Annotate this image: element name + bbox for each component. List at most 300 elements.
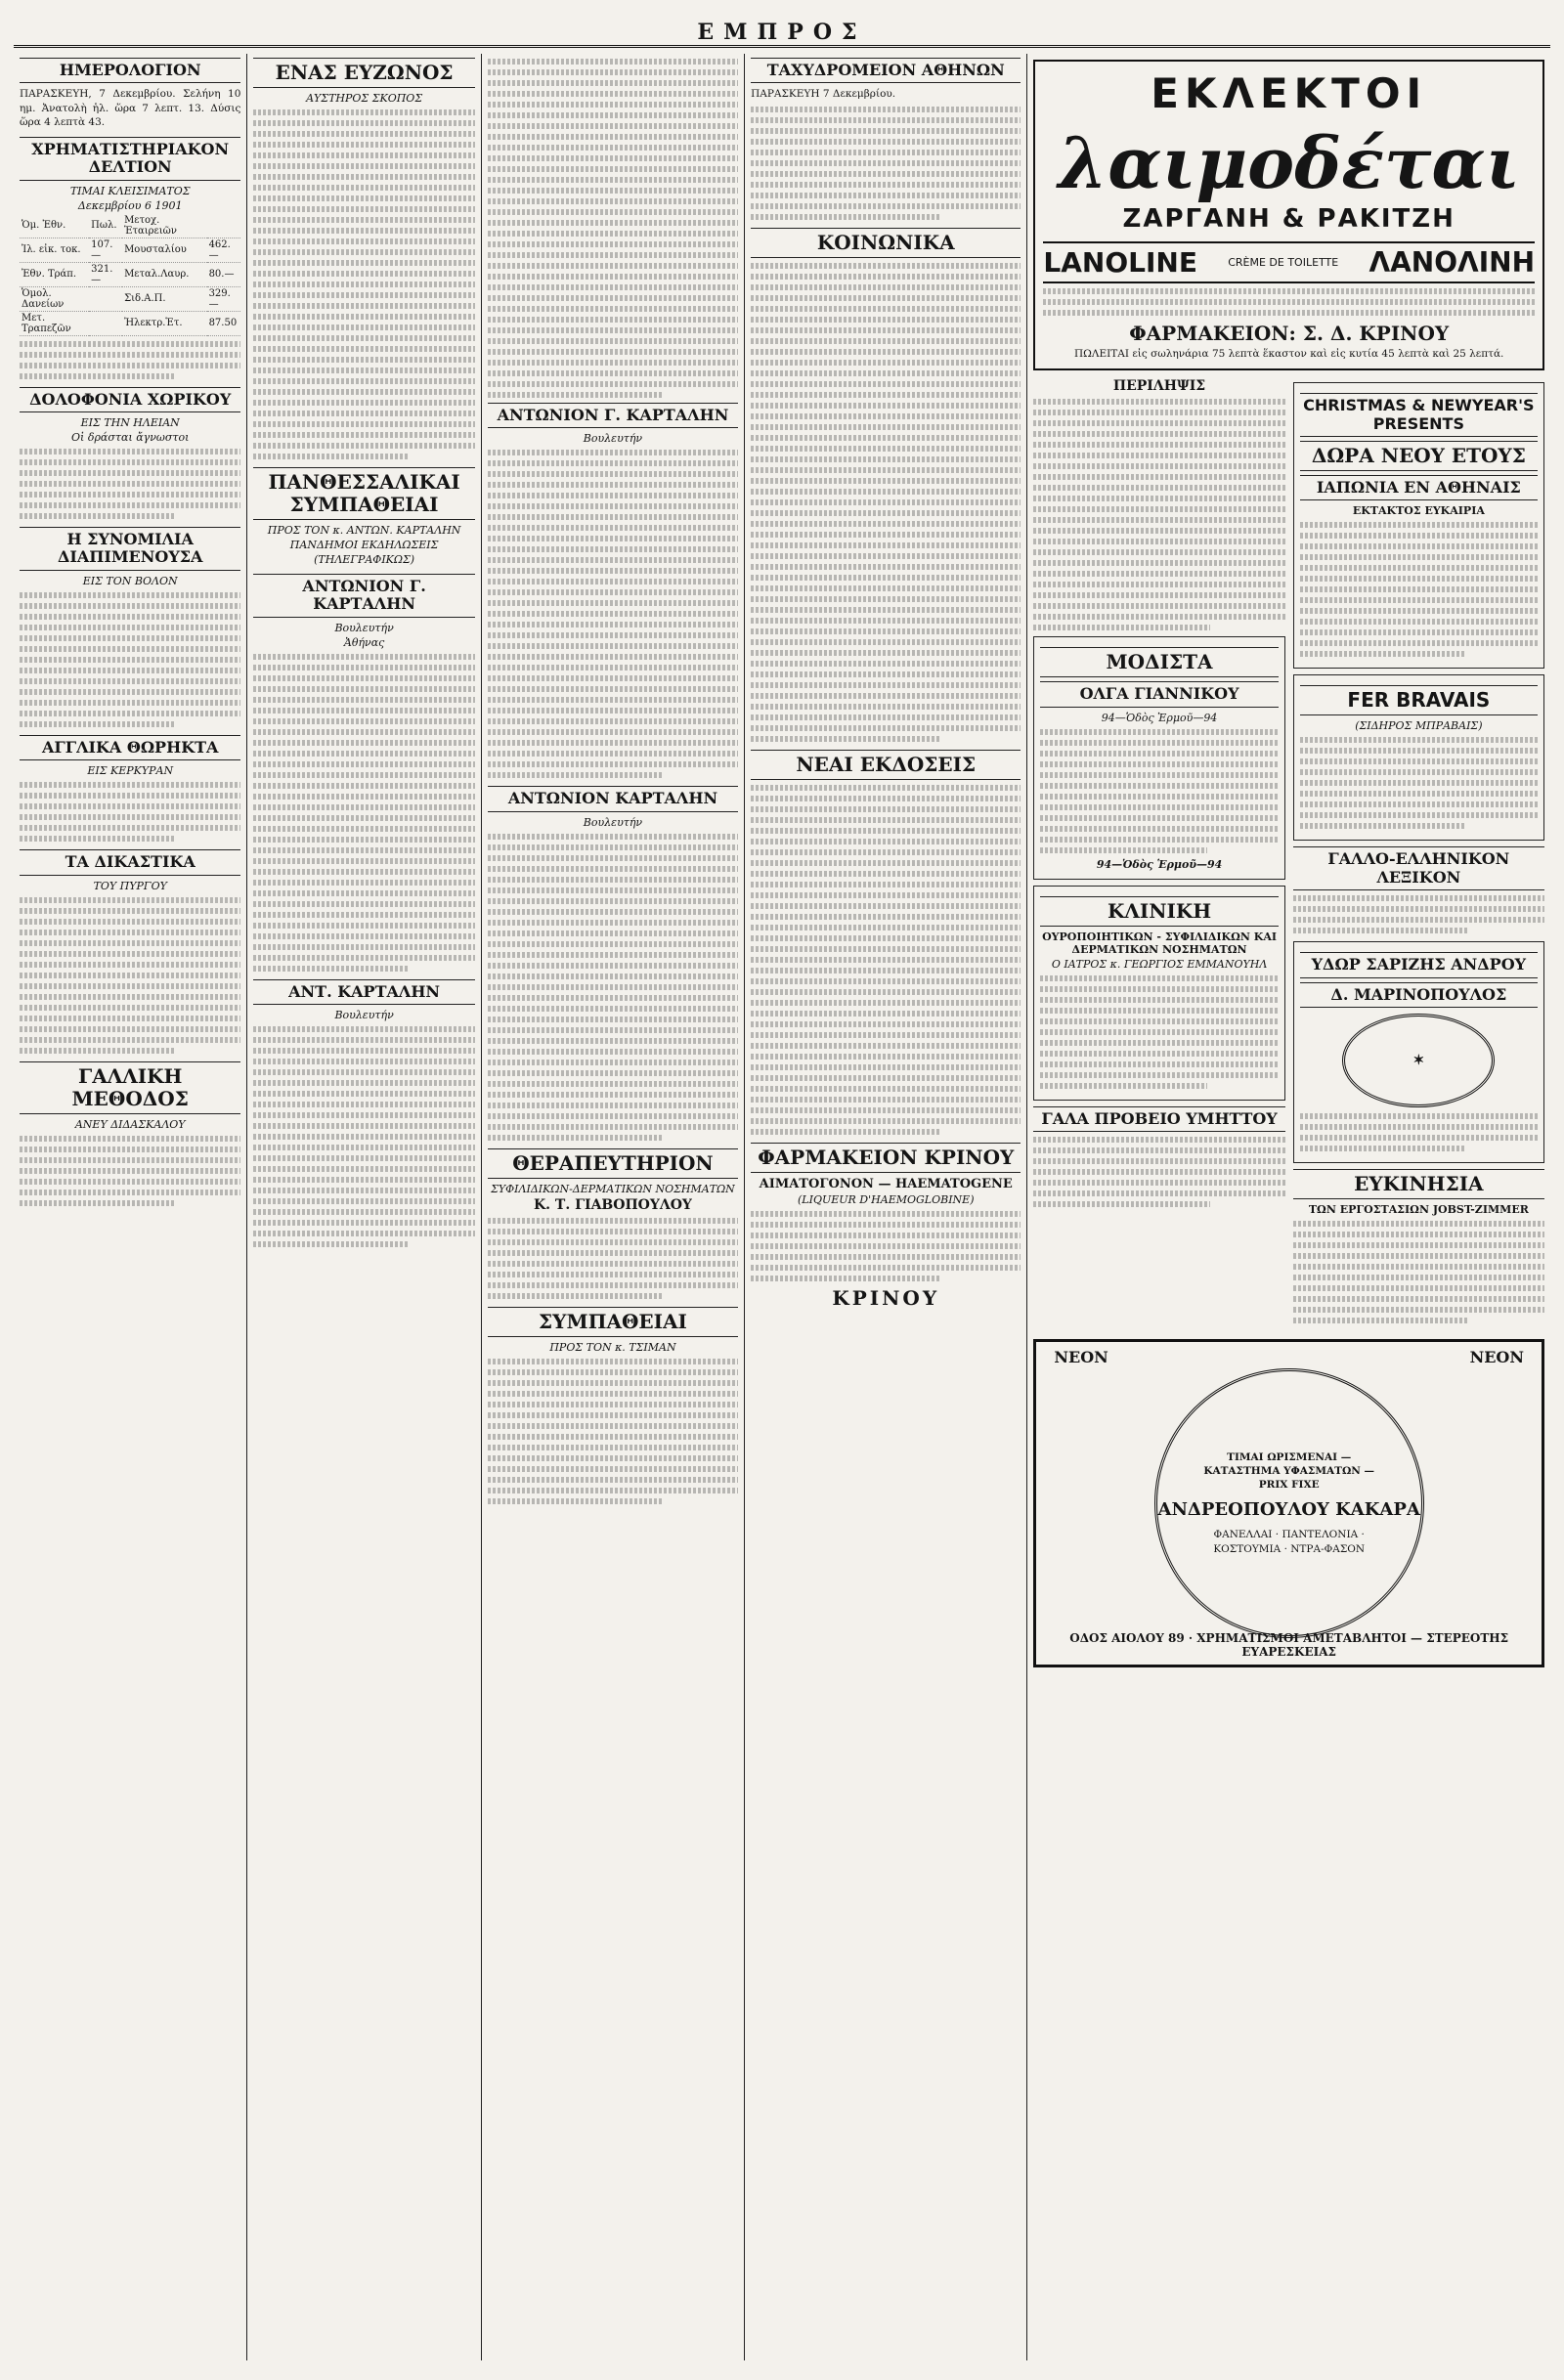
text-line	[488, 263, 738, 269]
text-line	[20, 711, 240, 716]
text-line	[488, 611, 738, 617]
text-line	[751, 435, 1021, 441]
text-line	[751, 1086, 1021, 1092]
text-line	[1043, 310, 1535, 316]
text-line	[1033, 1147, 1284, 1153]
text-line	[20, 803, 240, 809]
article-title: ΑΝΤΩΝΙΟΝ Γ. ΚΑΡΤΑΛΗΝ	[253, 574, 474, 618]
ad-title: ΜΟΔΙΣΤΑ	[1040, 647, 1278, 677]
text-line	[1033, 1137, 1284, 1143]
article-subtitle: ΕΙΣ ΚΕΡΚΥΡΑΝ	[87, 764, 174, 778]
ad-neckties	[1033, 60, 1544, 370]
text-line	[751, 150, 1021, 155]
text-line	[751, 914, 1021, 920]
text-line	[1033, 485, 1284, 491]
ad-subtitle: ΑΙΜΑΤΟΓΟΝΟΝ — HAEMATOGENE	[759, 1176, 1013, 1191]
new-editions-section	[751, 750, 1021, 1135]
text-line	[1293, 1242, 1544, 1248]
text-line	[488, 1498, 663, 1504]
text-line	[1033, 539, 1284, 544]
text-line	[1040, 729, 1278, 735]
text-line	[751, 946, 1021, 952]
text-line	[1033, 410, 1284, 415]
text-line	[1040, 1040, 1278, 1046]
text-line	[1293, 1285, 1544, 1291]
text-line	[751, 499, 1021, 505]
text-line	[488, 1070, 738, 1076]
text-line	[488, 855, 738, 861]
text-line	[253, 718, 474, 724]
text-line	[20, 492, 240, 498]
text-line	[1043, 299, 1535, 305]
text-line	[488, 338, 738, 344]
text-line	[751, 1265, 1021, 1271]
ephemeris-title: ΗΜΕΡΟΛΟΓΙΟΝ	[20, 58, 240, 83]
ad-jobst-zimmer	[1293, 1169, 1544, 1323]
text-line	[1300, 737, 1538, 743]
text-line	[488, 370, 738, 376]
text-line	[253, 109, 474, 115]
article-title: ΑΓΓΛΙΚΑ ΘΩΡΗΚΤΑ	[20, 735, 240, 760]
text-line	[253, 421, 474, 427]
text-line	[253, 281, 474, 287]
text-line	[488, 1229, 738, 1234]
text-line	[488, 102, 738, 108]
text-line	[751, 553, 1021, 559]
text-line	[488, 834, 738, 840]
text-line	[488, 941, 738, 947]
text-line	[1300, 801, 1538, 807]
text-line	[20, 678, 240, 684]
text-line	[253, 654, 474, 660]
article-title: Η ΣΥΝΟΜΙΛΙΑ ΔΙΑΠΙΜΕΝΟΥΣΑ	[20, 527, 240, 571]
article-kartalis-1	[253, 574, 474, 972]
text-line	[253, 761, 474, 767]
text-line	[488, 145, 738, 151]
text-line	[1033, 549, 1284, 555]
text-line	[751, 274, 1021, 280]
text-line	[751, 370, 1021, 376]
text-line	[253, 1069, 474, 1075]
text-line	[1040, 740, 1278, 746]
text-line	[1040, 815, 1278, 821]
article-kartalis-4	[488, 786, 738, 1140]
text-line	[253, 912, 474, 918]
text-line	[488, 1423, 738, 1429]
text-line	[751, 806, 1021, 812]
text-line	[20, 614, 240, 620]
text-line	[751, 1054, 1021, 1060]
column-3	[482, 54, 745, 2360]
text-line	[253, 815, 474, 821]
text-line	[20, 481, 240, 487]
column-2	[247, 54, 481, 2360]
article-subtitle: Βουλευτήν	[583, 815, 643, 829]
text-line	[20, 657, 240, 663]
text-line	[488, 155, 738, 161]
text-line	[751, 117, 1021, 123]
text-line	[488, 1434, 738, 1440]
text-line	[253, 933, 474, 939]
text-line	[488, 198, 738, 204]
text-line	[488, 1239, 738, 1245]
text-line	[1033, 1201, 1209, 1207]
text-line	[253, 1155, 474, 1161]
text-line	[488, 188, 738, 194]
text-line	[488, 514, 738, 520]
text-line	[20, 1005, 240, 1011]
text-line	[1040, 975, 1278, 981]
text-line	[1300, 1113, 1538, 1119]
text-line	[253, 271, 474, 277]
text-line	[1040, 761, 1278, 767]
ad-address-repeat: 94—Ὁδὸς Ἑρμοῦ—94	[1096, 857, 1223, 871]
lanoline-creme: CRÈME DE TOILETTE	[1228, 256, 1339, 269]
text-line	[253, 335, 474, 341]
text-line	[253, 325, 474, 330]
text-line	[488, 306, 738, 312]
text-line	[751, 160, 1021, 166]
text-line	[1033, 399, 1284, 405]
text-line	[488, 460, 738, 466]
text-line	[253, 120, 474, 126]
text-line	[253, 292, 474, 298]
text-line	[751, 542, 1021, 548]
article-corfu	[20, 735, 240, 842]
text-line	[488, 482, 738, 488]
article-volos	[20, 527, 240, 727]
text-line	[20, 1136, 240, 1142]
ad-title: ΥΔΩΡ ΣΑΡΙΖΗΣ ΑΝΔΡΟΥ	[1300, 952, 1538, 977]
text-line	[488, 686, 738, 692]
text-line	[20, 1026, 240, 1032]
text-line	[751, 957, 1021, 963]
text-line	[488, 450, 738, 455]
text-line	[751, 828, 1021, 834]
text-line	[253, 772, 474, 778]
text-line	[20, 994, 240, 1000]
text-line	[751, 714, 1021, 720]
article-subtitle: ΤΟΥ ΠΥΡΓΟΥ	[93, 879, 167, 892]
new-editions-title: ΝΕΑΙ ΕΚΔΟΣΕΙΣ	[751, 750, 1021, 780]
text-line	[1033, 1180, 1284, 1186]
text-line	[751, 1107, 1021, 1113]
store-items: ΦΑΝΕΛΛΑΙ · ΠΑΝΤΕΛΟΝΙΑ · ΚΟΣΤΟΥΜΙΑ · ΝΤΡΑ-ΦΑΣΟΝ	[1213, 1529, 1366, 1555]
ad-christmas-presents	[1293, 382, 1544, 669]
text-line	[1300, 1124, 1538, 1130]
post-office-section	[751, 58, 1021, 220]
text-line	[253, 966, 408, 972]
text-line	[1300, 576, 1538, 582]
stock-table	[20, 214, 240, 336]
text-line	[253, 665, 474, 671]
text-line	[751, 413, 1021, 419]
text-line	[751, 650, 1021, 656]
text-line	[751, 263, 1021, 269]
text-line	[488, 600, 738, 606]
ad-neckties-shop: ΖΑΡΓΑΝΗ & ΡΑΚΙΤΖΗ	[1122, 204, 1455, 234]
ad-water-andros	[1293, 941, 1544, 1163]
text-line	[253, 1112, 474, 1118]
social-section	[751, 228, 1021, 742]
ad-subtitle: ΔΩΡΑ ΝΕΟΥ ΕΤΟΥΣ	[1300, 441, 1538, 471]
text-line	[751, 682, 1021, 688]
text-line	[20, 449, 240, 454]
text-line	[751, 796, 1021, 801]
text-line	[1300, 597, 1538, 603]
text-line	[253, 826, 474, 832]
text-line	[488, 471, 738, 477]
text-line	[751, 935, 1021, 941]
text-line	[253, 1209, 474, 1215]
text-line	[1033, 1158, 1284, 1164]
text-line	[1040, 837, 1278, 843]
text-line	[488, 622, 738, 627]
text-line	[488, 877, 738, 883]
ad-krinou-pharmacy	[751, 1143, 1021, 1310]
ad-title: FER BRAVAIS	[1300, 685, 1538, 715]
text-line	[488, 1060, 738, 1065]
text-line	[253, 1134, 474, 1140]
text-line	[1040, 1051, 1278, 1057]
article-title: ΑΝΤΩΝΙΟΝ ΚΑΡΤΑΛΗΝ	[488, 786, 738, 811]
ephemeris-text: ΠΑΡΑΣΚΕΥΗ, 7 Δεκεμβρίου. Σελήνη 10 ημ. Ἀνατολὴ ἡλ. ὥρα 7 λεπτ. 13. Δύσις ὥρα 4 λεπτὰ 43.	[20, 88, 241, 128]
text-line	[253, 357, 474, 363]
text-line	[751, 193, 1021, 198]
text-line	[1293, 1221, 1544, 1227]
text-line	[1293, 1264, 1544, 1270]
text-line	[488, 1445, 738, 1450]
article-subtitle: ΕΙΣ ΤΟΝ ΒΟΛΟΝ	[82, 574, 178, 587]
text-line	[751, 1233, 1021, 1238]
article-sympathies	[253, 467, 474, 566]
text-line	[488, 59, 738, 65]
text-line	[253, 1048, 474, 1054]
text-line	[253, 708, 474, 714]
store-name: ΑΝΔΡΕΟΠΟΥΛΟΥ ΚΑΚΑΡΑ	[1157, 1499, 1420, 1521]
text-line	[1033, 517, 1284, 523]
text-line	[488, 995, 738, 1001]
text-line	[253, 686, 474, 692]
text-line	[751, 489, 1021, 495]
text-line	[1040, 986, 1278, 992]
text-line	[1300, 522, 1538, 528]
text-line	[253, 249, 474, 255]
text-line	[751, 618, 1021, 624]
text-line	[1293, 1318, 1469, 1323]
text-line	[751, 1043, 1021, 1049]
text-line	[20, 1048, 174, 1054]
article-place: Ἀθήνας	[343, 635, 385, 649]
text-line	[1300, 640, 1538, 646]
text-line	[253, 454, 408, 459]
text-line	[1300, 543, 1538, 549]
store-notice: ΧΡΗΜΑΤΙΣΜΟΙ ΑΜΕΤΑΒΛΗΤΟΙ — ΣΤΕΡΕΟΤΗΣ ΕΥΑΡΕΣΚΕΙΑΣ	[1196, 1630, 1509, 1659]
text-line	[751, 639, 1021, 645]
text-line	[751, 456, 1021, 462]
text-line	[488, 1250, 738, 1256]
text-line	[488, 80, 738, 86]
text-line	[1293, 1275, 1544, 1280]
text-line	[20, 352, 240, 358]
text-line	[751, 704, 1021, 710]
text-line	[1300, 1146, 1466, 1151]
text-line	[253, 923, 474, 929]
article-title: ΔΟΛΟΦΟΝΙΑ ΧΩΡΙΚΟΥ	[20, 387, 240, 412]
text-line	[751, 1021, 1021, 1027]
text-line	[751, 284, 1021, 290]
text-line	[488, 1272, 738, 1277]
text-line	[20, 836, 174, 842]
text-line	[1300, 554, 1538, 560]
stock-subtitle: ΤΙΜΑΙ ΚΛΕΙΣΙΜΑΤΟΣ	[69, 184, 191, 197]
text-line	[253, 1080, 474, 1086]
text-line	[20, 919, 240, 925]
text-line	[488, 1218, 738, 1224]
text-line	[751, 478, 1021, 484]
text-line	[253, 783, 474, 789]
text-line	[751, 338, 1021, 344]
text-line	[20, 782, 240, 788]
text-line	[488, 984, 738, 990]
ad-subtitle: (ΣΙΔΗΡΟΣ ΜΠΡΑΒΑΙΣ)	[1355, 719, 1483, 733]
text-line	[253, 794, 474, 800]
text-line	[488, 1261, 738, 1267]
text-line	[751, 317, 1021, 323]
text-line	[488, 708, 738, 714]
ad-sheep-milk	[1033, 1106, 1284, 1207]
text-line	[751, 1243, 1021, 1249]
text-line	[488, 1038, 738, 1044]
text-line	[253, 195, 474, 201]
text-line	[488, 654, 738, 660]
text-line	[253, 1037, 474, 1043]
article-subtitle: Βουλευτήν	[583, 432, 643, 446]
ad-therapy-clinic	[488, 1148, 738, 1299]
text-line	[1033, 420, 1284, 426]
text-line	[20, 1016, 240, 1021]
text-line	[751, 521, 1021, 527]
text-line	[488, 1477, 738, 1483]
text-line	[1293, 895, 1544, 901]
text-line	[751, 1064, 1021, 1070]
text-line	[253, 1177, 474, 1183]
text-line	[1033, 474, 1284, 480]
text-line	[488, 252, 738, 258]
text-line	[1043, 288, 1535, 294]
text-line	[1300, 780, 1538, 786]
text-line	[20, 592, 240, 598]
text-line	[751, 171, 1021, 177]
article-subtitle-2: ΠΑΝΔΗΜΟΙ ΕΚΔΗΛΩΣΕΙΣ	[289, 539, 439, 551]
text-line	[488, 166, 738, 172]
text-line	[253, 751, 474, 757]
article-subtitle: Βουλευτήν	[334, 1009, 394, 1022]
article-title: ΠΑΝΘΕΣΣΑΛΙΚΑΙ ΣΥΜΠΑΘΕΙΑΙ	[253, 467, 474, 520]
text-line	[253, 729, 474, 735]
text-line	[751, 978, 1021, 984]
text-line	[1033, 614, 1284, 620]
text-line	[1040, 783, 1278, 789]
text-line	[1033, 603, 1284, 609]
text-line	[488, 1488, 738, 1493]
text-line	[488, 91, 738, 97]
text-line	[488, 327, 738, 333]
text-line	[20, 1190, 240, 1195]
text-line	[253, 1026, 474, 1032]
text-line	[488, 317, 738, 323]
ad-modista	[1033, 636, 1284, 879]
text-line	[751, 736, 939, 742]
text-line	[1033, 592, 1284, 598]
text-line	[488, 920, 738, 926]
table-row: Ὁμ. Ἐθν. Πωλ. Μετοχ. Ἑταιρειῶν	[20, 214, 240, 238]
text-line	[751, 725, 1021, 731]
masthead-title: ΕΜΠΡΟΣ	[697, 20, 867, 45]
ad-subtitle: ΣΥΦΙΛΙΔΙΚΩΝ-ΔΕΡΜΑΤΙΚΩΝ ΝΟΣΗΜΑΤΩΝ	[491, 1182, 735, 1195]
text-line	[1293, 917, 1544, 923]
ad-title: ΚΛΙΝΙΚΗ	[1040, 896, 1278, 927]
text-line	[488, 697, 738, 703]
text-line	[253, 1102, 474, 1107]
text-line	[1293, 1307, 1544, 1313]
text-line	[253, 163, 474, 169]
text-line	[488, 284, 738, 290]
text-line	[20, 908, 240, 914]
text-line	[20, 668, 240, 673]
ad-title: ΓΑΛΛΟ-ΕΛΛΗΝΙΚΟΝ ΛΕΞΙΚΟΝ	[1293, 846, 1544, 890]
text-line	[488, 579, 738, 584]
text-line	[488, 974, 738, 979]
text-line	[253, 1231, 474, 1236]
text-line	[751, 446, 1021, 452]
text-line	[253, 411, 474, 416]
stock-date: Δεκεμβρίου 6 1901	[77, 198, 183, 212]
text-line	[1300, 651, 1466, 657]
text-line	[488, 632, 738, 638]
text-line	[1300, 1135, 1538, 1141]
text-line	[751, 989, 1021, 995]
text-line	[1300, 823, 1466, 829]
text-line	[1033, 496, 1284, 501]
text-line	[488, 536, 738, 541]
text-line	[751, 381, 1021, 387]
text-line	[253, 400, 474, 406]
text-line	[488, 1006, 738, 1012]
text-line	[488, 568, 738, 574]
text-line	[20, 1200, 174, 1206]
ad-title: ΓΑΛΑ ΠΡΟΒΕΙΟ ΥΜΗΤΤΟΥ	[1033, 1106, 1284, 1132]
text-line	[253, 675, 474, 681]
column-4	[745, 54, 1027, 2360]
text-line	[488, 887, 738, 893]
text-line	[488, 177, 738, 183]
text-line	[1040, 1018, 1278, 1024]
text-line	[253, 1188, 474, 1193]
text-line	[253, 697, 474, 703]
text-line	[253, 142, 474, 148]
text-line	[488, 360, 738, 366]
masthead	[14, 10, 1550, 48]
text-line	[488, 963, 738, 969]
text-line	[488, 220, 738, 226]
text-line	[20, 700, 240, 706]
ad-doctor: Ο ΙΑΤΡΟΣ κ. ΓΕΩΡΓΙΟΣ ΕΜΜΑΝΟΥΗΛ	[1051, 957, 1268, 971]
text-line	[20, 962, 240, 968]
text-line	[488, 1455, 738, 1461]
text-line	[488, 123, 738, 129]
ad-andreopoulou-store	[1033, 1339, 1544, 1667]
